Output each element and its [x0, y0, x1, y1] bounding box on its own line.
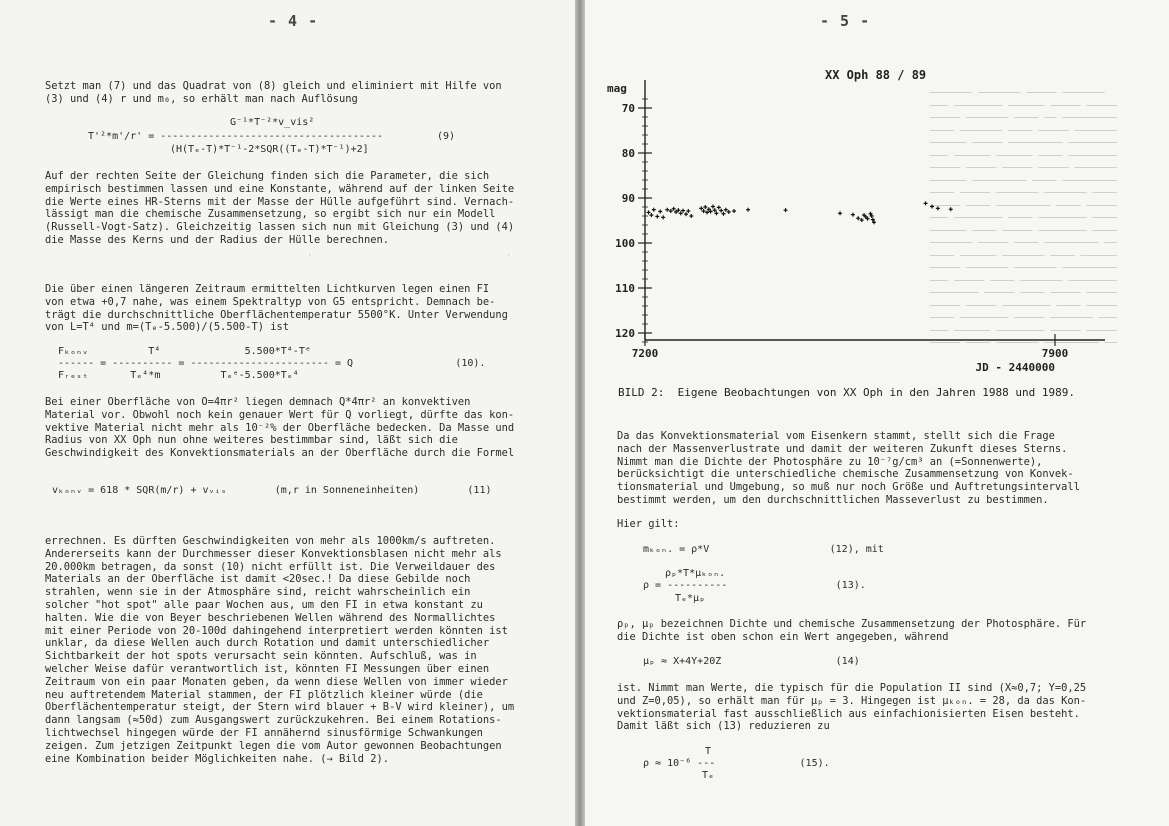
y-tick-label: 120 [615, 327, 635, 340]
x-axis-label: JD - 2440000 [975, 361, 1055, 374]
intro-text: Setzt man (7) und das Quadrat von (8) gleich und eliminiert mit Hilfe von (3) und (4) r und m₀, so erhält man nach Auflösung [45, 80, 502, 105]
y-axis-label: mag [607, 82, 627, 95]
eq11: vₖₒₙᵥ = 618 * SQR(m/r) + vᵥᵢₛ (m,r in Sonneneinheiten) (11) [52, 485, 492, 496]
paragraph-4: errechnen. Es dürften Geschwindigkeiten von mehr als 1000km/s auftreten. Andererseits kann der Durchmesser dieser Konvektionsblasen nicht mehr als 20.000km betragen, da sonst (10) nicht erfüllt ist. Die Verweildauer des Materials an der Oberfläche ist damit <20sec.! Da diese Gebilde noch strahlen, wenn sie in der Atmosphäre sind, reicht wahrscheinlich ein solcher "hot spot" alle paar Wochen aus, um den FI in etwa konstant zu halten. Wie die von Beyer beschriebenen Wellen während des Normallichtes mit einer Periode von 20-100d dahingehend interpretiert werden könnten ist unklar, da diese Wellen auch durch Rotation und damit unterschiedlicher Sichtbarkeit der hot spots verursacht sein könnten. Aufschluß, was in welcher Weise dafür verantwortlich ist, könnten FI Messungen über einen Zeitraum von ein paar Monaten geben, da wenn diese Wellen von immer wieder neu auftretendem Material stammen, der FI plötzlich kleiner würde (die Oberflächentemperatur steigt, der Stern wird blauer + B-V wird kleiner), um dann langsam (≈50d) zum Ausgangswert zurückzukehren. Bei einem Rotations- lichtwechsel hingegen würde der FI annähernd sinusförmige Schwankungen zeigen. Zum jetzigen Zeitpunkt legen die vom Autor gewonnen Beobachtungen eine Kombination beider Möglichkeiten nahe. (→ Bild 2). [45, 535, 515, 765]
eq13-denominator: Tₑ*μₚ [675, 593, 706, 604]
page-number-left: - 4 - [268, 12, 319, 30]
eq10-bottom: Fᵣₑₛₜ Tₑ⁴*m Tₑᵉ-5.500*Tₑ⁴ [58, 370, 299, 381]
eq9-number: (9) [437, 131, 456, 142]
paragraph-right-3: ist. Nimmt man Werte, die typisch für die Population II sind (X≈0,7; Y=0,25 und Z=0,05), so erhält man für μₚ = 3. Hingegen ist μₖₒₙ. = 28, da das Kon- vektionsmaterial fast ausschließlich aus einfachionisierten Eisen besteht. Damit läßt sich (13) reduzieren zu [617, 682, 1087, 733]
eq9-numerator: G⁻¹*T⁻²*v_vis² [230, 117, 315, 128]
y-tick-label: 90 [621, 192, 635, 205]
y-tick-label: 110 [615, 282, 635, 295]
eq12: mₖₒₙ. = ρ*V (12), mit [643, 544, 884, 555]
bleed-through-text: · · [60, 250, 512, 261]
y-tick-label: 80 [621, 147, 635, 160]
eq13-numerator: ρₚ*T*μₖₒₙ. [665, 568, 726, 579]
x-tick-label: 7900 [1041, 347, 1069, 360]
bleed-through-text: ─────── ─────── ───── ─────── ─── ──────── ────── ───── ───── ───── ─────── ──── ── ───────── ──── ─────── ──── ───── ─────── ────── ───── ───────── ──────── ─── ────── ────── ──── ──────── ───── ───── ───── ───── ─────── ────── ───────── ──── ───────── ──── ───── ─────── ─────── ──── ───── ──── ───────── ──── ───── ─── ──────── ──── ──────── ──── ────── ──── ───── ──────── ──── ─────── ───── ──── ───────── ── ──── ────── ─────── ──── ────── ───── ─────── ─────── ───────── ─── ───── ──── ─────── ──────── ──────── ───── ──── ───── ───── ───── ───── ──────── ──── ───── ──── ──────── ───── ─────── ─── ─── ────── ──────── ───── ───── ───── ──── ─────── ───────── ── [930, 88, 1117, 349]
book-gutter [575, 0, 585, 826]
eq15-line: ρ ≈ 10⁻⁶ --- (15). [643, 758, 830, 769]
paragraph-right-2: ρₚ, μₚ bezeichnen Dichte und chemische Zusammensetzung der Photosphäre. Für die Dichte ist oben schon ein Wert angegeben, während [617, 618, 1087, 643]
eq9-lhs: T'²*m'/r' = ------------------------------------- [88, 131, 384, 142]
paragraph-right-1: Da das Konvektionsmaterial vom Eisenkern stammt, stellt sich die Frage nach der Massenverlustrate und damit der weiteren Zukunft dieses Sterns. Nimmt man die Dichte der Photosphäre zu 10⁻⁷g/cm³ an (=Sonnenwerte), berücksichtigt die unterschiedliche chemische Zusammensetzung von Konvek- tionsmaterial und Umgebung, so muß nur noch Größe und Auftretungsintervall bestimmt werden, um den durchschnittlichen Masseverlust zu bestimmen. [617, 430, 1080, 506]
eq13-line: ρ = ---------- (13). [643, 580, 866, 591]
figure-caption: BILD 2: Eigene Beobachtungen von XX Oph in den Jahren 1988 und 1989. [618, 386, 1075, 399]
eq10-mid: ------ = ---------- = ----------------------- = Q (10). [58, 358, 486, 369]
light-curve-chart [585, 0, 1169, 390]
y-tick-label: 100 [615, 237, 635, 250]
eq10-top: Fₖₒₙᵥ T⁴ 5.500*T⁴-Tᵉ [58, 346, 311, 357]
left-page [0, 0, 575, 826]
eq9-denominator: (H(Tₑ-T)*T⁻¹-2*SQR((Tₑ-T)*T⁻¹)+2] [170, 144, 369, 155]
y-tick-label: 70 [621, 102, 635, 115]
paragraph-2: Die über einen längeren Zeitraum ermittelten Lichtkurven legen einen FI von etwa +0,7 nahe, was einem Spektraltyp von G5 entspricht. Demnach be- trägt die durchschnittliche Oberflächentemperatur 5500°K. Unter Verwendung von L=T⁴ und m=(Tₑ-5.500)/(5.500-T) ist [45, 283, 508, 334]
eq15-numerator: T [705, 746, 712, 757]
page-number-right: - 5 - [820, 12, 871, 30]
paragraph-3: Bei einer Oberfläche von O=4πr² liegen demnach Q*4πr² an konvektiven Material vor. Obwohl noch kein genauer Wert für Q vorliegt, dürfte das kon- vektive Material nicht mehr als 10⁻²% der Oberfläche bedecken. Da Masse und Radius von XX Oph nun ohne weiteres bestimmbar sind, läßt sich die Geschwindigkeit des Konvektionsmaterials an der Oberfläche durch die Formel [45, 396, 515, 460]
chart-title: XX Oph 88 / 89 [825, 68, 927, 82]
paragraph-1: Auf der rechten Seite der Gleichung finden sich die Parameter, die sich empirisch bestimmen lassen und eine Konstante, während auf der linken Seite die Werte eines HR-Sterns mit der Masse der Hülle aufgeführt sind. Vernach- lässigt man die chemische Zusammensetzung, so ergibt sich nur ein Modell (Russell-Vogt-Satz). Gleichzeitig lassen sich nun mit Gleichung (3) und (4) die Masse des Kerns und der Radius der Hülle berechnen. [45, 170, 515, 246]
eq14: μₚ ≈ X+4Y+20Z (14) [643, 656, 860, 667]
eq15-denominator: Tₑ [702, 770, 715, 781]
x-tick-label: 7200 [631, 347, 659, 360]
hier-gilt: Hier gilt: [617, 518, 680, 530]
right-page [585, 0, 1169, 826]
